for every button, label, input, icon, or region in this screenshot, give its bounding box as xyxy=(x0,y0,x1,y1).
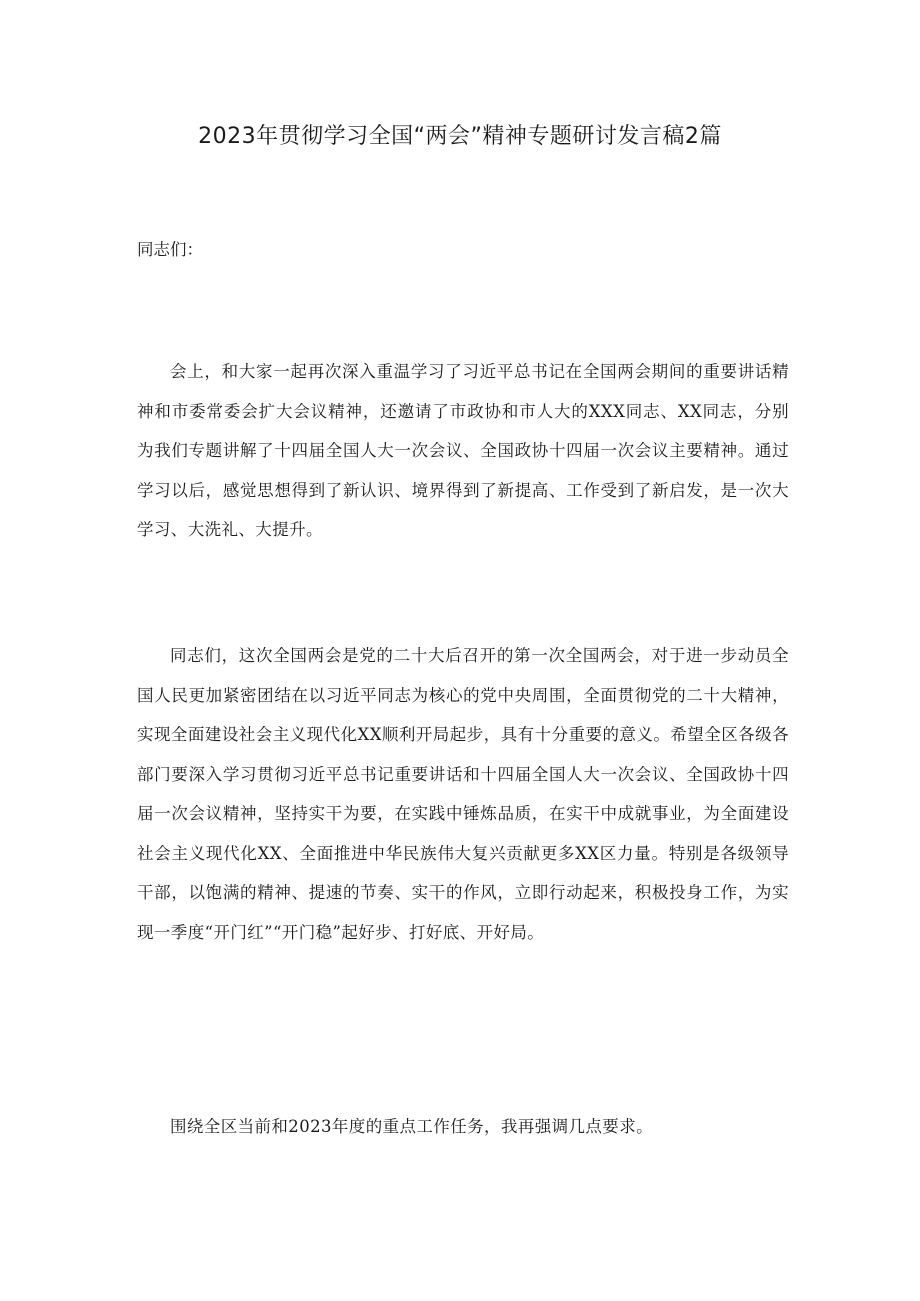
body-paragraph-1: 会上，和大家一起再次深入重温学习了习近平总书记在全国两会期间的重要讲话精神和市委常委会扩大会议精神，还邀请了市政协和市人大的XXX同志、XX同志，分别为我们专题讲解了十四届全国人大一次会议、全国政协十四届一次会议主要精神。通过学习以后，感觉思想得到了新认识、境界得到了新提高、工作受到了新启发，是一次大学习、大洗礼、大提升。 xyxy=(137,362,789,539)
document-title: 2023年贯彻学习全国“两会”精神专题研讨发言稿2篇 xyxy=(198,124,722,149)
body-paragraph-2: 同志们，这次全国两会是党的二十大后召开的第一次全国两会，对于进一步动员全国人民更加紧密团结在以习近平同志为核心的党中央周围，全面贯彻党的二十大精神，实现全面建设社会主义现代化XX顺利开局起步，具有十分重要的意义。希望全区各级各部门要深入学习贯彻习近平总书记重要讲话和十四届全国人大一次会议、全国政协十四届一次会议精神，坚持实干为要，在实践中锤炼品质，在实干中成就事业，为全面建设社会主义现代化XX、全面推进中华民族伟大复兴贡献更多XX区力量。特别是各级领导干部，以饱满的精神、提速的节奏、实干的作风，立即行动起来，积极投身工作，为实现一季度“开门红”“开门稳”起好步、打好底、开好局。 xyxy=(137,646,789,942)
body-paragraph-3: 围绕全区当前和2023年度的重点工作任务，我再强调几点要求。 xyxy=(170,1117,653,1136)
salutation: 同志们： xyxy=(137,240,203,259)
